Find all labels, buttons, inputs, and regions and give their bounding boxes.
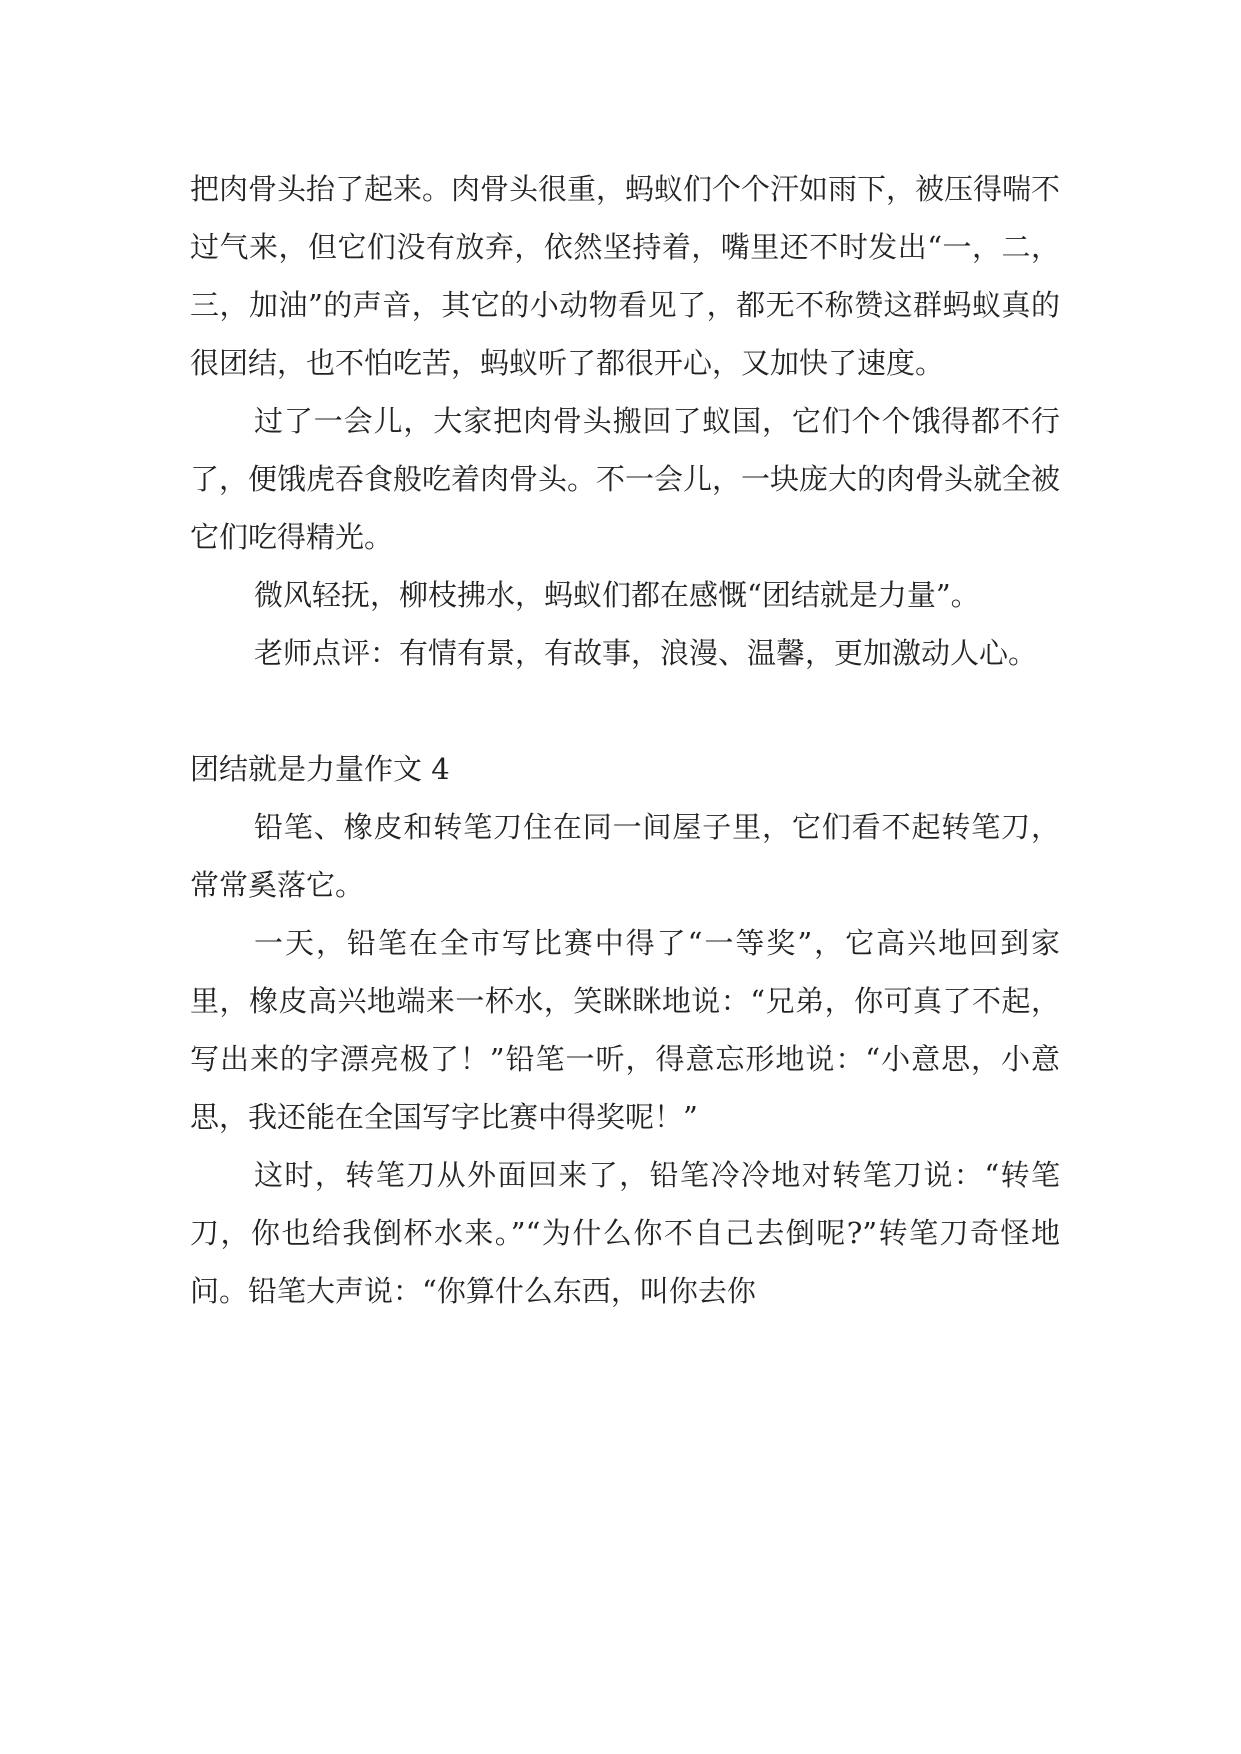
paragraph: 微风轻抚，柳枝拂水，蚂蚁们都在感慨“团结就是力量”。 xyxy=(254,578,980,612)
paragraph-continued: 把肉骨头抬了起来。肉骨头很重，蚂蚁们个个汗如雨下，被压得喘不过气来，但它们没有放弃，依然坚持着，嘴里还不时发出“一，二，三，加油”的声音，其它的小动物看见了，都无不称赞这群蚂蚁真的很团结，也不怕吃苦，蚂蚁听了都很开心，又加快了速度。 xyxy=(190,172,1061,380)
paragraph: 这时，转笔刀从外面回来了，铅笔冷冷地对转笔刀说：“转笔刀，你也给我倒杯水来。”“为什么你不自己去倒呢?”转笔刀奇怪地问。铅笔大声说：“你算什么东西，叫你去你 xyxy=(190,1158,1060,1308)
document-body xyxy=(190,160,1060,1320)
paragraph: 一天，铅笔在全市写比赛中得了“一等奖”，它高兴地回到家里，橡皮高兴地端来一杯水，笑眯眯地说：“兄弟，你可真了不起，写出来的字漂亮极了！”铅笔一听，得意忘形地说：“小意思，小意思，我还能在全国写字比赛中得奖呢！” xyxy=(190,926,1060,1134)
paragraph: 铅笔、橡皮和转笔刀住在同一间屋子里，它们看不起转笔刀，常常奚落它。 xyxy=(190,810,1060,902)
essay-heading: 团结就是力量作文 4 xyxy=(190,752,450,786)
paragraph: 过了一会儿，大家把肉骨头搬回了蚁国，它们个个饿得都不行了，便饿虎吞食般吃着肉骨头。不一会儿，一块庞大的肉骨头就全被它们吃得精光。 xyxy=(190,404,1061,554)
teacher-comment: 老师点评：有情有景，有故事，浪漫、温馨，更加激动人心。 xyxy=(254,636,1038,670)
